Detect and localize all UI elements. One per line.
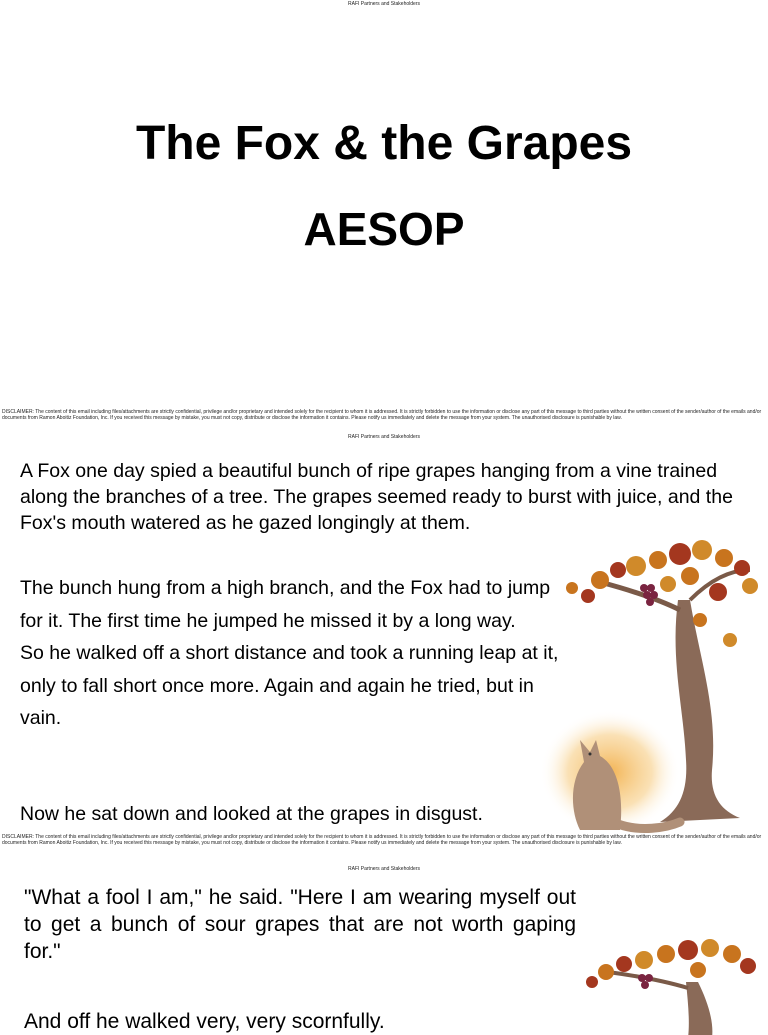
- header-text: RAFI Partners and Stakeholders: [348, 1, 420, 7]
- page-title: The Fox & the Grapes: [135, 117, 633, 170]
- story-slide-1: [0, 432, 768, 846]
- story-paragraph: [20, 572, 560, 735]
- tree-leaves: [566, 540, 758, 647]
- story-paragraph: "What a fool I am," he said. "Here I am wearing myself out to get a bunch of sour grapes that are not worth gaping for.": [24, 886, 576, 963]
- story-sentence: The bunch hung from a high branch, and the Fox had to jump for it. The first time he jumped he missed it by a long way.: [20, 577, 551, 632]
- tree-with-grapes-illustration: [548, 942, 758, 1032]
- disclaimer-text: DISCLAIMER: The content of this email including files/attachments are strictly confidential, privilege and/or proprietary and intended solely for the recipient to whom it is addressed. It is strictly forbidden to use the information or disclose any part of this message to third parties without the written consent of the sender/author of the emails and/or documents from Ramon Aboitiz Foundation, Inc. If you received this message by mistake, you must not copy, distribute or disclose the information it contains. Please notify us immediately and delete the message from your system. The unauthorised disclosure is punishable by law.: [2, 834, 762, 846]
- story-paragraph: A Fox one day spied a beautiful bunch of ripe grapes hanging from a vine trained along the branches of a tree. The grapes seemed ready to burst with juice, and the Fox's mouth watered as he gazed longingly at them.: [20, 460, 733, 534]
- story-sentence: So he walked off a short distance and took a running leap at it, only to fall short once more. Again and again he tried, but in vain.: [20, 642, 559, 729]
- story-slide-2: [0, 862, 768, 1033]
- story-paragraph: And off he walked very, very scornfully.: [24, 1010, 385, 1033]
- story-paragraph: Now he sat down and looked at the grapes in disgust.: [20, 803, 483, 825]
- title-slide: [0, 0, 768, 432]
- header-text: RAFI Partners and Stakeholders: [348, 434, 420, 440]
- tree-with-grapes-illustration: [540, 540, 760, 840]
- author-name: AESOP: [303, 203, 465, 255]
- disclaimer-text: DISCLAIMER: The content of this email including files/attachments are strictly confidential, privilege and/or proprietary and intended solely for the recipient to whom it is addressed. It is strictly forbidden to use the information or disclose any part of this message to third parties without the written consent of the sender/author of the emails and/or documents from Ramon Aboitiz Foundation, Inc. If you received this message by mistake, you must not copy, distribute or disclose the information it contains. Please notify us immediately and delete the message from your system. The unauthorised disclosure is punishable by law.: [2, 409, 762, 421]
- header-text: RAFI Partners and Stakeholders: [348, 866, 420, 872]
